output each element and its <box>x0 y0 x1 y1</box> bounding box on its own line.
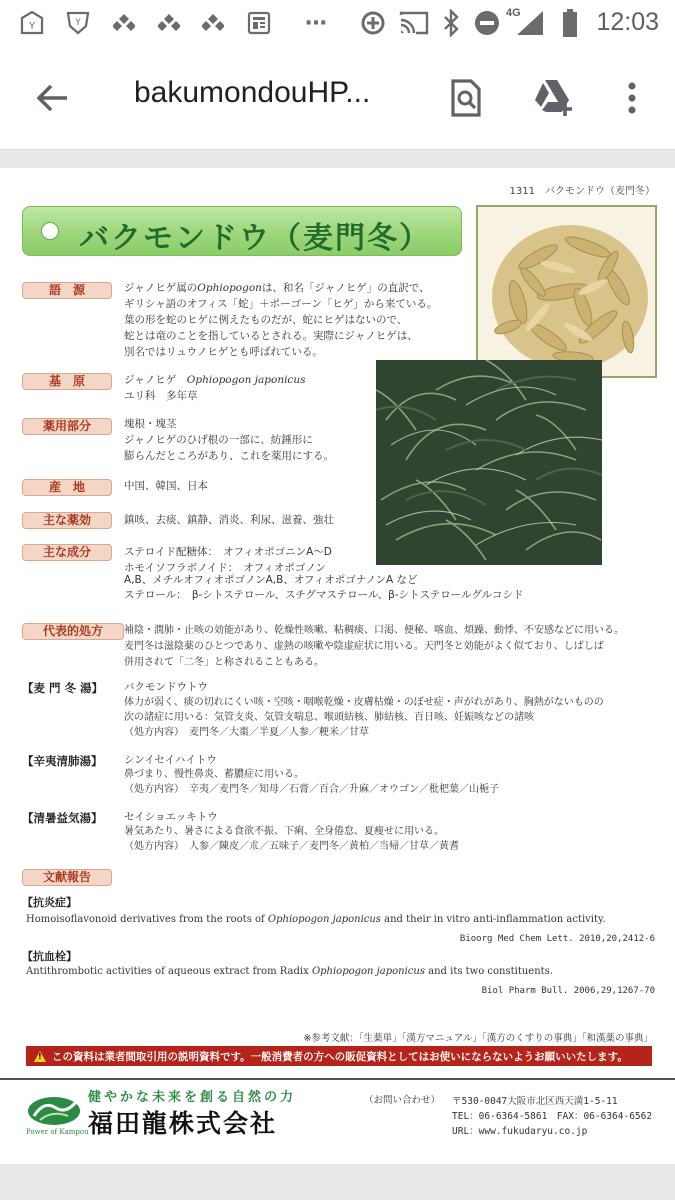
cast-icon <box>398 9 430 37</box>
company-slogan: 健やかな未来を創る自然の力 <box>88 1090 297 1105</box>
efficacy-text: 鎮咳、去痰、鎮静、消炎、利尿、滋養、強壮 <box>124 514 334 526</box>
origin-text: ギリシャ語のオフィス「蛇」＋ポーゴーン「ヒゲ」から来ている。 <box>124 298 438 310</box>
literature-category: 【抗血栓】 <box>22 950 77 963</box>
formula-text: 体力が弱く、痰の切れにくい咳・空咳・咽喉乾燥・皮膚枯燥・のぼせ症・声がれがあり、胸熱がないものの <box>124 697 604 708</box>
back-arrow-icon <box>35 83 69 113</box>
logo-tagline: Power of Kampou <box>26 1128 89 1136</box>
tidal-icon <box>157 9 181 37</box>
status-bar <box>0 0 675 46</box>
literature-category: 【抗炎症】 <box>22 896 77 909</box>
source-text: ジャノヒゲ Ophiopogon japonicus <box>124 374 306 386</box>
company-name: 福田龍株式会社 <box>88 1109 278 1138</box>
svg-text:Y: Y <box>28 21 36 32</box>
footer-divider <box>0 1078 675 1080</box>
references-note: ※参考文献：「生薬単」「漢方マニュアル」「漢方のくすりの事典」「和漢薬の事典」 <box>303 1033 653 1044</box>
do-not-disturb-icon <box>473 9 501 37</box>
warning-icon <box>34 1051 46 1062</box>
section-label-components: 主な成分 <box>22 544 112 561</box>
components-text: ステロール： β-シトステロール、スチグマステロール、β-シトステロールグルコシド <box>124 589 524 601</box>
shield-icon <box>63 9 93 37</box>
medicinal-part-text: 膨らんだところがあり、これを薬用にする。 <box>124 450 334 462</box>
network-type: 4G <box>506 7 521 19</box>
add-to-drive-button[interactable] <box>530 74 578 122</box>
title-banner <box>22 206 462 256</box>
formula-text: （処方内容） 麦門冬／大棗／半夏／人参／粳米／甘草 <box>124 727 369 738</box>
page-reference-header: 1311 バクモンドウ（麦門冬） <box>509 186 655 197</box>
dried-root-photo <box>476 205 657 378</box>
origin-region-text: 中国、韓国、日本 <box>124 480 208 492</box>
clock: 12:03 <box>596 8 659 36</box>
svg-text:Y: Y <box>75 18 81 28</box>
literature-source: Bioorg Med Chem Lett. 2010,20,2412-6 <box>459 934 655 944</box>
formula-reading: シンイセイハイトウ <box>124 754 217 766</box>
page-title: バクモンドウ（麦門冬） <box>79 221 431 256</box>
overflow-menu-button[interactable] <box>614 76 650 120</box>
formula-text: 次の諸症に用いる：気管支炎、気管支喘息、喉頭結核、肺結核、百日咳、妊娠咳などの諸咳 <box>124 712 534 723</box>
find-in-document-button[interactable] <box>444 74 488 122</box>
prescriptions-text: 併用されて「二冬」と称されることもある。 <box>124 657 324 668</box>
prescriptions-text: 補陰・潤肺・止咳の効能があり、乾燥性咳嗽、粘稠痰、口渇、便秘、喀血、煩躁、動悸、不安感などに用いる。 <box>124 625 624 636</box>
bluetooth-icon <box>440 9 462 37</box>
source-text: ユリ科 多年草 <box>124 390 198 402</box>
formula-heading: 【清暑益気湯】 <box>22 811 103 825</box>
section-label-medicinal-part: 薬用部分 <box>22 418 112 435</box>
contact-url[interactable]: URL：www.fukudaryu.co.jp <box>452 1126 588 1137</box>
battery-icon <box>560 9 580 37</box>
origin-text: 葉の形を蛇のヒゲに例えたものだが、蛇にヒゲはないので、 <box>124 314 408 326</box>
origin-text: 別名ではリュウノヒゲとも呼ばれている。 <box>124 346 323 358</box>
section-label-literature: 文献報告 <box>22 869 112 886</box>
tidal-icon <box>201 9 225 37</box>
section-label-origin: 語 源 <box>22 282 112 299</box>
formula-text: （処方内容） 辛夷／麦門冬／知母／石膏／百合／升麻／オウゴン／枇杷葉／山梔子 <box>124 784 499 795</box>
formula-text: 暑気あたり、暑さによる食欲不振、下痢、全身倦怠、夏痩せに用いる。 <box>124 826 444 837</box>
formula-heading: 【麦 門 冬 湯】 <box>22 681 104 695</box>
warning-banner <box>26 1046 652 1066</box>
literature-title: Antithrombotic activities of aqueous extract from Radix Ophiopogon japonicus and its two constituents. <box>26 966 553 977</box>
formula-reading: バクモンドウトウ <box>124 681 208 693</box>
medicinal-part-text: ジャノヒゲのひげ根の一部に、紡錘形に <box>124 434 313 446</box>
components-text: ホモイソフラボノイド： オフィオポゴノン <box>124 562 326 574</box>
news-icon <box>245 9 273 37</box>
formula-heading: 【辛夷清肺湯】 <box>22 754 103 768</box>
contact-label: （お問い合わせ） <box>364 1095 441 1106</box>
formula-text: 鼻づまり、慢性鼻炎、蓄膿症に用いる。 <box>124 769 304 780</box>
overflow-menu-icon <box>627 82 637 114</box>
contact-phone: TEL：06-6364-5861 FAX：06-6364-6562 <box>452 1111 653 1122</box>
app-notification-icon <box>18 9 46 37</box>
signal-icon <box>514 9 546 37</box>
origin-text: 蛇とは竜のことを指しているとされる。実際にジャノヒゲは、 <box>124 330 418 342</box>
search-document-icon <box>450 79 482 117</box>
warning-text: この資料は業者間取引用の説明資料です。一般消費者の方への販促資料としてはお使いにならないようお願いいたします。 <box>52 1050 628 1063</box>
section-label-origin-region: 産 地 <box>22 479 112 496</box>
section-label-source: 基 原 <box>22 373 112 390</box>
back-button[interactable] <box>28 76 76 120</box>
section-label-prescriptions: 代表的処方 <box>22 623 124 640</box>
prescriptions-text: 麦門冬は滋陰薬のひとつであり、虚熱の咳嗽や陰虚症状に用いる。天門冬と効能がよく似ており、しばしば <box>124 641 604 652</box>
data-saver-icon <box>358 9 388 37</box>
formula-reading: セイショエッキトウ <box>124 811 218 823</box>
company-logo <box>26 1094 82 1128</box>
literature-source: Biol Pharm Bull. 2006,29,1267-70 <box>481 986 655 996</box>
section-label-efficacy: 主な薬効 <box>22 512 112 529</box>
components-text: ステロイド配糖体： オフィオポゴニンA～D <box>124 546 332 558</box>
formula-text: （処方内容） 人参／陳皮／朮／五味子／麦門冬／黄柏／当帰／甘草／黄耆 <box>124 841 459 852</box>
app-bar <box>0 46 675 150</box>
add-to-drive-icon <box>532 78 576 118</box>
literature-title: Homoisoflavonoid derivatives from the roots of Ophiopogon japonicus and their in vitro anti-inflammation activity. <box>26 914 606 925</box>
medicinal-part-text: 塊根・塊茎 <box>124 418 177 430</box>
tidal-icon <box>112 9 136 37</box>
plant-photo <box>376 360 602 565</box>
components-text: A,B、メチルオフィオポゴノンA,B、オフィオポゴナノンA など <box>124 574 418 586</box>
circle-bullet-icon <box>41 222 59 240</box>
origin-text: ジャノヒゲ属のOphiopogonは、和名「ジャノヒゲ」の直訳で、 <box>124 282 430 294</box>
document-title: bakumondouHP... <box>134 76 371 109</box>
more-notifications-icon: ⋯ <box>305 10 327 36</box>
pdf-page[interactable] <box>0 168 675 1164</box>
contact-address: 〒530-0047大阪市北区西天満1-5-11 <box>452 1096 618 1107</box>
